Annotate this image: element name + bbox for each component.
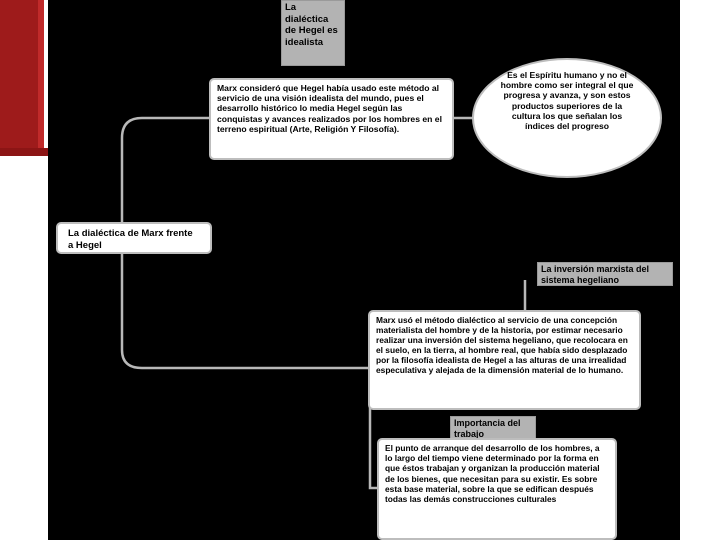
central-topic-text: La dialéctica de Marx frente a Hegel <box>68 228 193 251</box>
inversion-title-text: La inversión marxista del sistema hegeliano <box>541 264 650 285</box>
starting-point-node <box>377 438 617 540</box>
central-topic-node <box>56 222 212 254</box>
starting-point-text: El punto de arranque del desarrollo de los hombres, a lo largo del tiempo viene determinado por la forma en que éstos trabajan y organizan la producción material de los bienes, que necesitan para su existir. Es sobre esta base material, sobre la que se edifican después todas las demás construcciones culturales <box>385 443 600 505</box>
connector-central-to-bottom <box>122 252 370 368</box>
marx-considered-node <box>209 78 454 160</box>
marx-considered-text: Marx consideró que Hegel había usado este método al servicio de una visión idealista del mundo, pues el desarrollo histórico lo media Hegel según las conquistas y avances realizados por los hombres en el terreno espiritual (Arte, Religión Y Filosofía). <box>217 83 442 134</box>
marx-used-text: Marx usó el método dialéctico al servicio de una concepción materialista del hombre y de la historia, por estimar necesario realizar una inversión del sistema hegeliano, que recolocara en el suelo, en la tierra, al hombre real, que había sido desplazado por la filosofía idealista de Hegel a las alturas de una irrealidad especulativa y alejada de la dimensión material de lo humano. <box>376 315 628 375</box>
spirit-node <box>472 58 662 178</box>
connector-central-to-top <box>122 118 210 222</box>
work-title-text: Importancia del trabajo <box>454 418 521 439</box>
hegel-idealist-text: La dialéctica de Hegel es idealista <box>285 2 338 48</box>
marx-used-node <box>368 310 641 410</box>
work-title-node <box>450 416 536 440</box>
spirit-text: Es el Espíritu humano y no el hombre como ser integral el que progresa y avanza, y son estos productos superiores de la cultura los que señalan los índices del progreso <box>500 70 634 132</box>
hegel-idealist-node <box>281 0 345 66</box>
inversion-title-node <box>537 262 673 286</box>
